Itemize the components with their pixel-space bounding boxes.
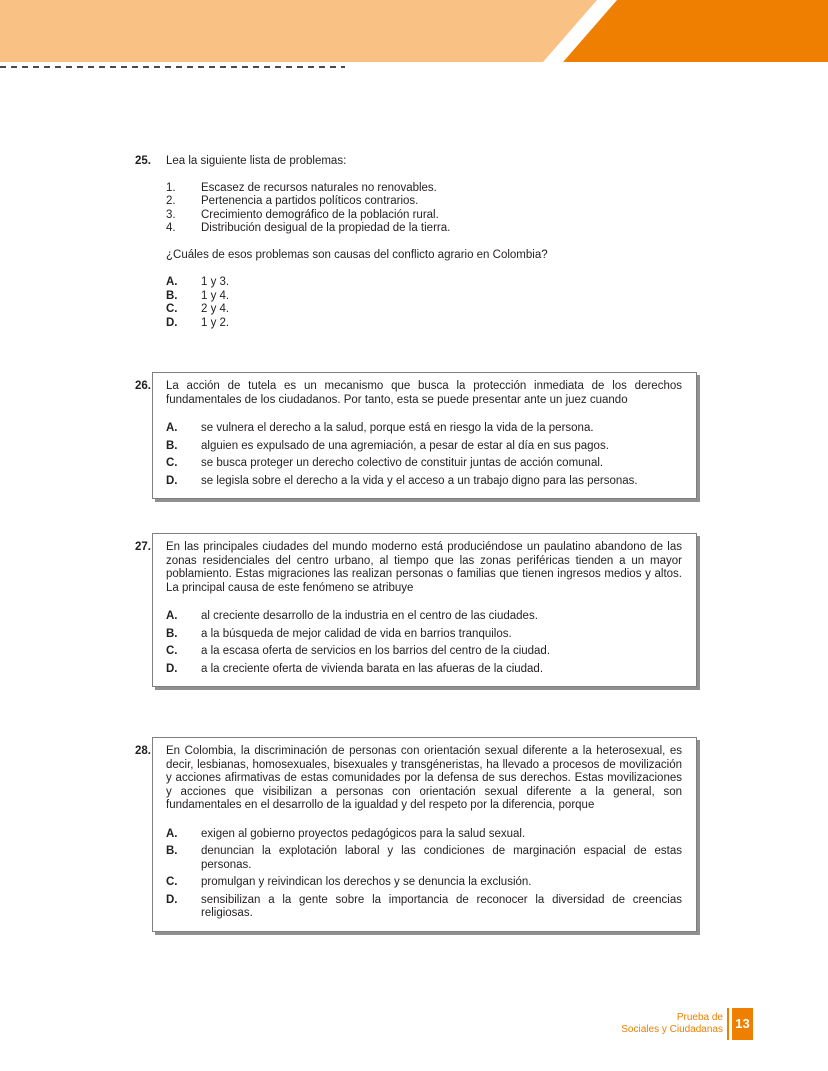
option-text: alguien es expulsado de una agremiación, a pesar de estar al día en sus pagos. [201,439,609,452]
question-27 [135,533,697,687]
list-item-text: Escasez de recursos naturales no renovables. [201,181,437,194]
question-stem: En las principales ciudades del mundo moderno está produciéndose un paulatino abandono de las zonas residenciales del centro urbano, al tiempo que las zonas periféricas tienden a un mayor poblamiento. Estas migraciones las realizan personas o familias que tienen ingresos medios y altos. La principal causa de este fenómeno se atribuye [166,541,682,594]
header-band [0,0,828,62]
question-28 [135,737,697,932]
option-text: se busca proteger un derecho colectivo de constituir juntas de acción comunal. [201,457,604,469]
question-prompt: ¿Cuáles de esos problemas son causas del conflicto agrario en Colombia? [166,248,548,261]
answer-option [166,303,697,317]
test-name-line2: Sociales y Ciudadanas [621,1024,723,1035]
answer-option [166,663,682,677]
footer-divider [727,1008,729,1040]
test-name-label [621,1012,723,1036]
test-name-line1: Prueba de [676,1012,723,1023]
answer-option [166,845,682,872]
list-item-text: Crecimiento demográfico de la población rural. [201,208,439,221]
page-number: 13 [735,1016,750,1032]
option-text: se legisla sobre el derecho a la vida y el acceso a un trabajo digno para las personas. [201,474,638,487]
list-item-number: 2. [166,195,176,207]
option-letter: B. [166,289,178,302]
list-item-text: Pertenencia a partidos políticos contrarios. [201,195,419,207]
question-25 [135,155,697,330]
question-stem: La acción de tutela es un mecanismo que busca la protección inmediata de los derechos fundamentales de los ciudadanos. Por tanto, esta se puede presentar ante un juez cuando [166,380,682,406]
problem-list [166,182,697,236]
option-letter: C. [166,303,178,315]
question-stem: En Colombia, la discriminación de personas con orientación sexual diferente a la heterosexual, es decir, lesbianas, homosexuales, bisexuales y transgéneristas, ha llevado a procesos de movilización y acciones afirmativas de estas comunidades por la defensa de sus derechos. Estas movilizaciones y acciones que visibilizan a personas con orientación sexual diferente a la general, son fundamentales en el desarrollo de la igualdad y del respeto por la diferencia, porque [166,745,682,811]
dashed-cut-line [0,66,345,68]
option-text: 1 y 2. [201,316,230,329]
answer-options [166,422,682,488]
option-letter: A. [166,610,178,622]
question-number: 28. [135,745,151,757]
answer-options [166,276,697,330]
option-letter: A. [166,827,178,840]
list-item-number: 3. [166,208,176,221]
answer-option [166,645,682,659]
option-text: al creciente desarrollo de la industria en el centro de las ciudades. [201,610,538,622]
option-letter: C. [166,645,178,657]
answer-option [166,828,682,842]
list-item-text: Distribución desigual de la propiedad de la tierra. [201,222,451,234]
option-letter: D. [166,893,178,906]
page-number-tab [732,1008,753,1040]
answer-options [166,828,682,921]
option-letter: A. [166,422,178,434]
option-text: 2 y 4. [201,303,230,315]
question-box [152,372,697,499]
list-item [166,195,697,209]
option-text: a la creciente oferta de vivienda barata en las afueras de la ciudad. [201,662,544,675]
list-item [166,182,697,196]
answer-option [166,876,682,890]
option-letter: D. [166,662,178,675]
option-text: a la búsqueda de mejor calidad de vida en barrios tranquilos. [201,627,512,640]
option-letter: C. [166,457,178,469]
page-footer [621,1008,753,1040]
option-letter: C. [166,876,178,888]
option-letter: D. [166,316,178,329]
option-text: sensibilizan a la gente sobre la importancia de reconocer la diversidad de creencias religiosas. [201,893,682,919]
question-content [166,155,697,330]
question-number: 27. [135,541,151,553]
answer-option [166,457,682,471]
answer-option [166,628,682,642]
answer-option [166,475,682,489]
answer-option [166,440,682,454]
option-text: denuncian la explotación laboral y las condiciones de marginación espacial de estas personas. [201,845,682,871]
question-26 [135,372,697,499]
option-text: 1 y 3. [201,276,230,288]
option-letter: A. [166,276,178,288]
option-text: promulgan y reivindican los derechos y se denuncia la exclusión. [201,876,532,888]
list-item [166,222,697,236]
option-letter: D. [166,474,178,487]
answer-option [166,317,697,331]
question-box [152,533,697,687]
answer-option [166,290,697,304]
question-number: 25. [135,155,151,167]
list-item-number: 4. [166,222,176,234]
answer-option [166,422,682,436]
option-text: se vulnera el derecho a la salud, porque está en riesgo la vida de la persona. [201,422,594,434]
list-item-number: 1. [166,181,176,194]
option-text: 1 y 4. [201,289,230,302]
answer-options [166,610,682,676]
option-text: exigen al gobierno proyectos pedagógicos para la salud sexual. [201,827,526,840]
question-box [152,737,697,932]
option-text: a la escasa oferta de servicios en los barrios del centro de la ciudad. [201,645,551,657]
answer-option [166,276,697,290]
header-dark-corner [0,0,828,62]
option-letter: B. [166,627,178,640]
question-stem: Lea la siguiente lista de problemas: [166,155,347,167]
option-letter: B. [166,439,178,452]
answer-option [166,610,682,624]
answer-option [166,894,682,921]
question-number: 26. [135,380,151,392]
option-letter: B. [166,845,178,857]
list-item [166,209,697,223]
